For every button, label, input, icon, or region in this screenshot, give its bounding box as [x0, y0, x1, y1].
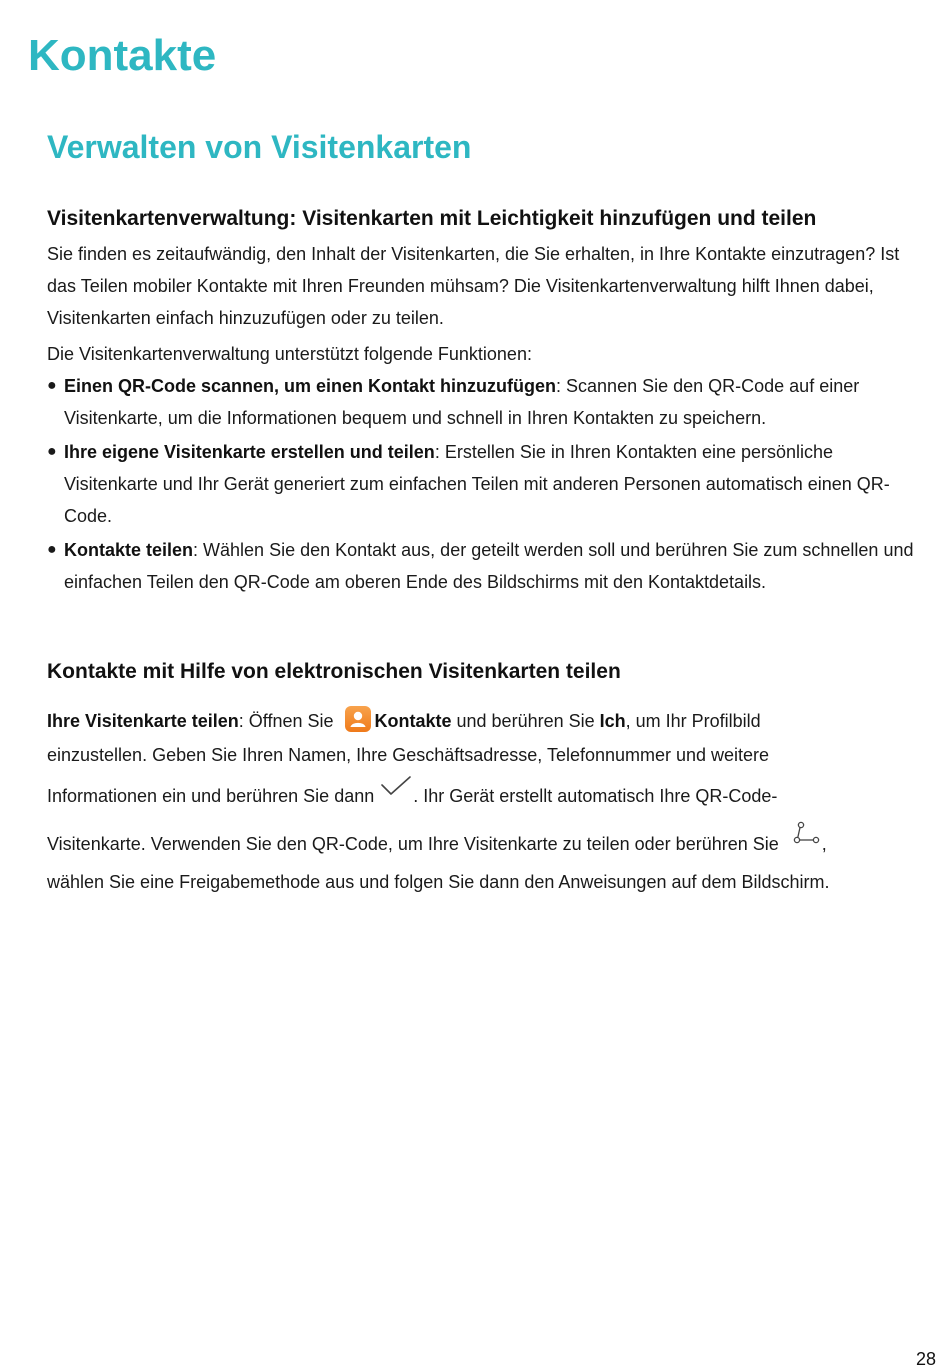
list-item: [47, 534, 917, 598]
share-contacts-section: [47, 658, 917, 898]
bullet-icon: ●: [47, 541, 57, 559]
feature-name: Kontakte teilen: [64, 540, 194, 561]
instruction-text: Informationen ein und berühren Sie dann: [47, 786, 380, 807]
list-item: [47, 370, 917, 434]
feature-name: Einen QR-Code scannen, um einen Kontakt hinzuzufügen: [64, 376, 557, 397]
me-label: Ich: [599, 711, 626, 732]
feature-list: [47, 370, 917, 598]
intro-paragraph: Sie finden es zeitaufwändig, den Inhalt der Visitenkarten, die Sie erhalten, in Ihre Kontakte einzutragen? Ist das Teilen mobiler Kontakte mit Ihren Freunden mühsam? Die Visitenkartenverwaltung hilft Ihnen dabei, Visitenkarten einfach hinzuzufügen oder zu teilen.: [47, 244, 900, 329]
share-instructions: [47, 703, 917, 898]
instruction-text: ,: [821, 833, 827, 854]
instruction-text: einzustellen. Geben Sie Ihren Namen, Ihre Geschäftsadresse, Telefonnummer und weitere: [47, 745, 770, 766]
instruction-text: Visitenkarte. Verwenden Sie den QR-Code, um Ihre Visitenkarte zu teilen oder berühren Sie: [47, 833, 784, 854]
feature-description: : Wählen Sie den Kontakt aus, der geteilt werden soll und berühren Sie zum schnellen und einfachen Teilen den QR-Code am oberen Ende des Bildschirms mit den Kontaktdetails.: [64, 540, 914, 593]
functions-lead: Die Visitenkartenverwaltung unterstützt folgende Funktionen:: [47, 344, 532, 365]
subsection-heading: Kontakte mit Hilfe von elektronischen Visitenkarten teilen: [47, 660, 621, 683]
feature-name: Ihre eigene Visitenkarte erstellen und teilen: [64, 442, 435, 463]
subsection-heading: Visitenkartenverwaltung: Visitenkarten mit Leichtigkeit hinzufügen und teilen: [47, 207, 817, 230]
instruction-text: , um Ihr Profilbild: [625, 711, 761, 732]
checkmark-icon: [379, 767, 413, 817]
page-number: 28: [915, 1349, 936, 1369]
chapter-title: Kontakte: [28, 31, 217, 80]
list-item: [47, 436, 917, 532]
section-title: Verwalten von Visitenkarten: [47, 129, 472, 165]
business-card-manager-section: [47, 205, 917, 600]
instruction-text: : Öffnen Sie: [238, 711, 339, 732]
instruction-text: und berühren Sie: [451, 711, 600, 732]
contacts-app-name: Kontakte: [374, 711, 452, 732]
feature-description: : Scannen Sie den QR-Code auf einer Visitenkarte, um die Informationen bequem und schnell in Ihren Kontakten zu speichern.: [64, 376, 860, 429]
instruction-text: . Ihr Gerät erstellt automatisch Ihre QR-Code-: [413, 786, 778, 807]
bullet-icon: ●: [47, 377, 57, 395]
feature-description: : Erstellen Sie in Ihren Kontakten eine persönliche Visitenkarte und Ihr Gerät generiert zum einfachen Teilen mit anderen Personen automatisch einen QR-Code.: [64, 442, 890, 527]
contacts-app-icon: [345, 706, 371, 732]
instruction-lead: Ihre Visitenkarte teilen: [47, 711, 239, 732]
bullet-icon: ●: [47, 443, 57, 461]
instruction-text: wählen Sie eine Freigabemethode aus und folgen Sie dann den Anweisungen auf dem Bildschirm.: [47, 871, 830, 892]
share-icon: [792, 819, 822, 861]
